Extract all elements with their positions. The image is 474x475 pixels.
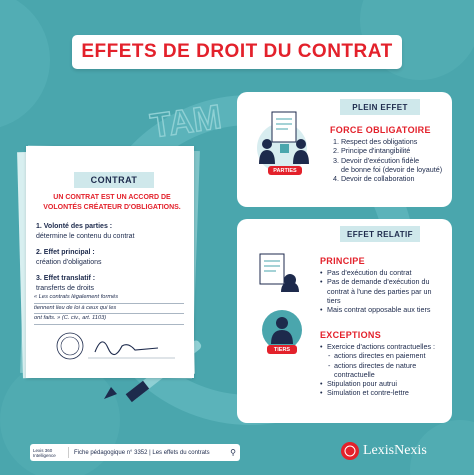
contrat-item (36, 274, 186, 293)
search-icon[interactable]: ⚲ (230, 448, 236, 457)
contrat-item-heading: 1. Volonté des parties : (36, 223, 113, 230)
lexis360-logo-text: Lexis 360 Intelligence (33, 447, 56, 458)
contract-document-icon (258, 252, 302, 292)
tiers-badge: TIERS (267, 345, 297, 354)
quote-line: « Les contrats légalement formés (34, 293, 184, 304)
contrat-item-text: détermine le contenu du contrat (36, 232, 135, 240)
quote-line: tiennent lieu de loi à ceux qui les (34, 304, 184, 315)
footer-bar[interactable] (30, 444, 240, 461)
lexisnexis-logo-icon (340, 441, 360, 461)
list-item: 2. Principe d'intangibilité (333, 146, 411, 156)
list-item: • Pas de demande d'exécution du contrat à l'une des parties par un tiers (320, 277, 445, 305)
list-item: • Exercice d'actions contractuelles : (320, 342, 445, 351)
list-item: • Pas d'exécution du contrat (320, 268, 445, 277)
page-title-box (72, 35, 402, 69)
tiers-person-icon (270, 315, 294, 345)
contrat-item-text: transferts de droits (36, 284, 94, 292)
principe-list (320, 268, 445, 314)
lexis360-logo (33, 447, 69, 458)
contrat-item-heading: 3. Effet translatif : (36, 275, 96, 282)
list-item: 4. Devoir de collaboration (333, 174, 415, 184)
contrat-tab: CONTRAT (74, 172, 154, 188)
brand-name: LexisNexis (363, 443, 427, 458)
civil-code-quote (34, 293, 184, 325)
parties-badge: PARTIES (268, 166, 302, 175)
list-item: 3. Devoir d'exécution fidèle (333, 155, 420, 165)
list-item: - actions directes en paiement (320, 351, 445, 360)
force-obligatoire-title: FORCE OBLIGATOIRE (330, 125, 431, 135)
parties-contract-icon (258, 110, 310, 168)
list-item: • Simulation et contre-lettre (320, 388, 445, 397)
list-item: - actions directes de nature contractuelle (320, 361, 445, 380)
contrat-definition: UN CONTRAT EST UN ACCORD DE VOLONTÉS CRÉATEUR D'OBLIGATIONS. (43, 194, 181, 211)
plein-effet-tab: PLEIN EFFET (340, 99, 420, 115)
quote-line: ont faits. » (C. civ., art. 1103) (34, 314, 184, 325)
list-item: • Stipulation pour autrui (320, 379, 445, 388)
exceptions-list (320, 342, 445, 398)
list-item: • Mais contrat opposable aux tiers (320, 305, 445, 314)
page-title: EFFETS DE DROIT DU CONTRAT (81, 41, 393, 62)
effet-relatif-tab: EFFET RELATIF (340, 226, 420, 242)
list-item: 1. Respect des obligations (333, 137, 418, 146)
contrat-item-heading: 2. Effet principal : (36, 249, 95, 256)
bg-stamp-text: TAM (148, 98, 224, 146)
force-obligatoire-list (333, 137, 451, 183)
footer-text: Fiche pédagogique n° 3352 | Les effets du contrats (74, 449, 210, 456)
list-item: de bonne foi (devoir de loyauté) (341, 164, 443, 174)
contrat-item (36, 222, 186, 241)
lexisnexis-brand (340, 441, 427, 461)
exceptions-title: EXCEPTIONS (320, 330, 382, 340)
contrat-item (36, 248, 186, 267)
contrat-items (36, 222, 186, 300)
principe-title: PRINCIPE (320, 256, 365, 266)
signature-icon (40, 330, 180, 370)
contrat-item-text: création d'obligations (36, 258, 102, 266)
